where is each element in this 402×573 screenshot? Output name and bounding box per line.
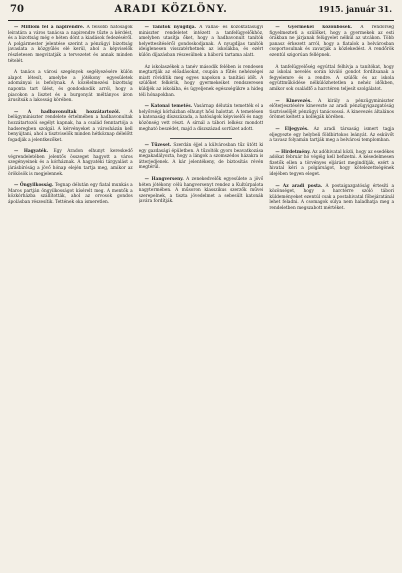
issue-date: 1915. január 31. bbox=[318, 4, 392, 14]
article bbox=[139, 177, 264, 205]
article-body: A felsőbb hatóságok leiratára a város tanácsa a napirendre tűzte a kérdést, és a bizottság még e héten dönt a kiadások fedezéséről. A polgármester jelentése szerint a pénzügyi bizottság javaslata a közgyűlés elé kerül, ahol a képviselők részletesen megvitatják a tervezetet és annak minden tételét. bbox=[8, 25, 133, 64]
article-lead: — Az aradi posta. bbox=[275, 183, 323, 189]
article-lead: — Hagyaték. bbox=[14, 149, 49, 155]
article-lead: — Öngyilkosság. bbox=[14, 183, 54, 189]
page-number: 70 bbox=[10, 4, 24, 15]
article-body: Szerdán éjjel a külvárosban tűz ütött ki egy gazdasági épületben. A tűzoltók gyors beavatkozása megakadályozta, hogy a lángok a szomszédos házakra is átterjedjenek. A kár jelentékeny, de biztosítás révén megtérül. bbox=[138, 143, 264, 171]
article bbox=[139, 25, 264, 59]
article bbox=[269, 65, 394, 93]
article-lead: — Millióm fel a napirendre. bbox=[14, 25, 85, 30]
article-body: A tanfelügyelőség egyúttal felhívja a tanítókat, hogy az iskolai nevelés során kiváló gondot fordítsanak a fegyelemre és a rendre. A szülők és az iskola együttműködése nélkülözhetetlen a nehéz időkben, amikor sok családfő a harctéren teljesít szolgálatot. bbox=[269, 64, 394, 92]
column-3 bbox=[269, 25, 394, 570]
article bbox=[8, 183, 133, 205]
article-lead: — Kinevezés. bbox=[275, 98, 312, 104]
article bbox=[8, 25, 133, 64]
text-columns bbox=[8, 25, 394, 570]
article bbox=[269, 150, 394, 178]
column-1 bbox=[8, 25, 133, 570]
article bbox=[8, 110, 133, 144]
article-body: Tegnap délután egy fiatal munkás a Maros partján öngyilkosságot kísérelt meg. A mentők a közkórházba szállították, ahol az orvosok gondos ápolásban részesítik. Tettének oka ismeretlen. bbox=[8, 183, 133, 206]
article bbox=[269, 25, 394, 59]
article-body: Az adóhivatal közli, hogy az esedékes adókat február hó végéig kell befizetni. A késedelmesen fizetők ellen a törvényes eljárást megindítják, ezért a hivatal kéri a polgárságot, hogy kötelezettségének idejében tegyen eleget. bbox=[269, 149, 394, 178]
article bbox=[269, 184, 394, 212]
article-lead: — Hangverseny. bbox=[144, 177, 184, 183]
article-body: A postaigazgatóság értesíti a közönséget, hogy a harctérre szóló tábori küldeményeket ezentúl csak a postahivatal főbejáratánál lehet feladni. A csomagok súlya nem haladhatja meg a rendeletben megszabott mértéket. bbox=[269, 183, 394, 212]
article-body: A király a pénzügyminiszter előterjesztésére kinevezte az aradi pénzügyigazgatóság tisztviselőjét pénzügyi tanácsossá. A kinevezés általános örömet keltett a kollégák körében. bbox=[269, 98, 394, 121]
masthead bbox=[8, 4, 394, 21]
article-lead: — Eljegyzés. bbox=[275, 126, 309, 132]
article-body: A zenekedvelők egyesülete a jövő héten jótékony célú hangversenyt rendez a Kultúrpalota nagytermében. A műsoron klasszikus szerzők művei szerepelnek, a tiszta jövedelmet a sebesült katonák javára fordítják. bbox=[138, 177, 264, 205]
article-lead: — Tanítók nyugdíja. bbox=[144, 25, 196, 30]
article-body: A rendőrség figyelmezteti a szülőket, hogy a gyermekek az esti órákban ne járjanak felügyelet nélkül az utcákon. Több panasz érkezett arról, hogy a fiatalok a belvárosban csoportosulnak és zavarják a közlekedést. A rendőrök ezentúl szigorúan fellépnek. bbox=[269, 25, 394, 58]
article bbox=[139, 143, 264, 171]
article-body: Egy Aradon elhunyt kereskedő végrendeletében jelentős összeget hagyott a város szegényeinek és a kórháznak. A hagyatéki tárgyalást a járásbíróság a jövő hónap elején tartja meg, amikor az örökösök is megjelennek. bbox=[8, 149, 133, 177]
article-lead: — A hadbavonultak hozzátartozói. bbox=[14, 109, 121, 115]
article-body: Az aradi társaság ismert tagja eljegyezte egy helybeli földbirtokos leányát. Az esküvőt a tavasz folyamán tartják meg a belvárosi templomban. bbox=[269, 126, 394, 144]
article-body: A vallás- és közoktatásügyi miniszter rendeletet intézett a tanfelügyelőkhöz, amelyben utasítja őket, hogy a hadbavonult tanítók helyettesítéséről gondoskodjanak. A nyugdíjas tanítók ideiglenesen visszatérhetnek az iskolákba, és ezért külön díjazásban részesülnek a háború tartama alatt. bbox=[138, 25, 264, 58]
article bbox=[139, 65, 264, 99]
article bbox=[269, 127, 394, 144]
article-lead: — Hirdetmény. bbox=[275, 149, 311, 155]
article-lead: — Katonai temetés. bbox=[144, 104, 193, 110]
article-body: Vasárnap délután temették el a helyőrségi kórházban elhunyt hősi halottat. A temetésen a katonaság díszszázada, a hatóságok képviselői és nagy közönség vett részt. A sírnál a tábori lelkész mondott megható beszédet, majd a díszszázad sortüzet adott. bbox=[138, 104, 264, 132]
section-divider bbox=[170, 138, 232, 139]
article-body: A tanács a városi szegények segélyezésére külön alapot létesít, amelybe a jótékony egyesületek adományai is befolynak. A közélelmezési bizottság naponta tart ülést, és gondoskodik arról, hogy a piacokon a lisztet és a burgonyát méltányos áron árusítsák a lakosság körében. bbox=[8, 70, 133, 104]
article-body: Az iskolaszékek a tanév második felében is rendesen megtartják az előadásokat, csupán a fűtés nehézségei miatt rövidítik meg egyes napokon a tanítási időt. A szülőket felkérik, hogy gyermekeiket rendszeresen küldjék az iskolába, és ügyeljenek egészségükre a hideg téli hónapokban. bbox=[138, 64, 264, 98]
article-lead: — Tűzeset. bbox=[144, 143, 172, 149]
article bbox=[8, 149, 133, 177]
article bbox=[8, 70, 133, 104]
article bbox=[139, 104, 264, 132]
article-body: A belügyminiszter rendelete értelmében a hadbavonultak hozzátartozói segélyt kapnak, ha a család fenntartója a hadseregben szolgál. A kérvényeket a városházán kell benyújtani, ahol a tisztviselők minden hétköznap délelőtt fogadják a jelentkezőket. bbox=[8, 109, 133, 143]
column-2 bbox=[139, 25, 264, 570]
article-lead: — Gyermekei közönbösek. bbox=[275, 25, 353, 30]
article bbox=[269, 99, 394, 121]
newspaper-title: ARADI KÖZLÖNY. bbox=[114, 4, 228, 15]
